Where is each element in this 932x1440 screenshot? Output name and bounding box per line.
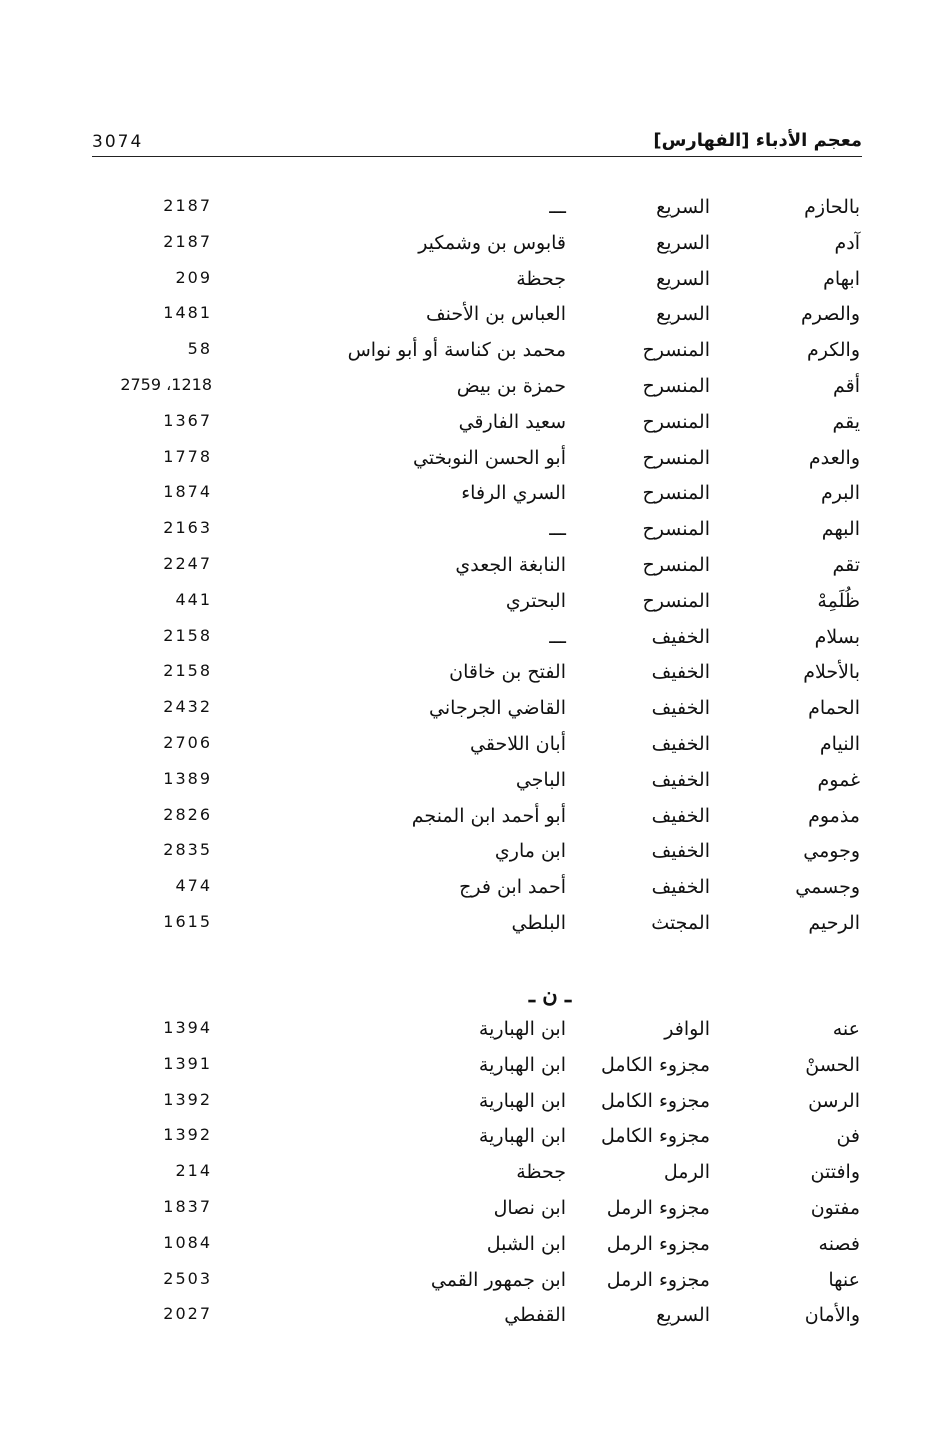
meter: المنسرح: [642, 446, 710, 469]
meter: الخفيف: [651, 661, 710, 684]
page-ref: 1778: [163, 446, 212, 466]
poet-name: ـــ: [549, 196, 566, 218]
table-row: [0, 1233, 932, 1267]
poet-name: القفطي: [504, 1304, 566, 1327]
table-row: [0, 482, 932, 516]
page-ref: 2158: [163, 661, 212, 681]
poet-name: جحظة: [516, 1161, 566, 1184]
rhyme-word: بسلام: [814, 625, 860, 648]
header-rule: [92, 156, 862, 157]
table-row: [0, 303, 932, 337]
table-row: [0, 232, 932, 266]
rhyme-word: وافتتن: [810, 1161, 860, 1184]
table-row: [0, 661, 932, 695]
table-row: [0, 697, 932, 731]
meter: السريع: [656, 303, 710, 326]
meter: الخفيف: [651, 697, 710, 720]
rhyme-word: الرسن: [808, 1089, 860, 1112]
meter: السريع: [656, 267, 710, 290]
table-row: [0, 733, 932, 767]
meter: الخفيف: [651, 733, 710, 755]
meter: المنسرح: [642, 410, 710, 433]
table-row: [0, 1269, 932, 1303]
rhyme-word: فصنه: [818, 1232, 860, 1255]
page-ref: 1874: [163, 482, 212, 502]
poet-name: الباجي: [515, 768, 566, 791]
page-header: [92, 128, 862, 156]
page-ref: 1389: [163, 768, 212, 788]
rhyme-word: وجومي: [803, 840, 860, 863]
table-row: [0, 1018, 932, 1052]
page-ref: 1394: [163, 1018, 212, 1037]
table-row: [0, 411, 932, 445]
table-row: [0, 196, 932, 230]
poet-name: السري الرفاء: [461, 482, 566, 505]
poet-name: الفتح بن خاقان: [449, 661, 566, 684]
meter: المنسرح: [642, 554, 710, 576]
meter: الخفيف: [651, 804, 710, 827]
section-letter: ـ ن ـ: [528, 982, 572, 1007]
rhyme-word: فن: [836, 1125, 860, 1148]
poet-name: أبان اللاحقي: [470, 733, 566, 755]
page-ref: 2503: [163, 1268, 212, 1288]
poet-name: ابن الهبارية: [478, 1125, 566, 1148]
poet-name: ابن جمهور القمي: [430, 1268, 566, 1291]
rhyme-word: عنه: [832, 1018, 860, 1040]
meter: المنسرح: [642, 518, 710, 541]
meter: الوافر: [664, 1018, 710, 1040]
table-row: [0, 1054, 932, 1088]
meter: المنسرح: [642, 375, 710, 397]
rhyme-word: والعدم: [808, 446, 860, 469]
rhyme-word: عنها: [828, 1268, 860, 1291]
rhyme-word: ظُلَمِهْ: [817, 589, 860, 612]
table-row: [0, 626, 932, 660]
rhyme-word: والصرم: [801, 303, 860, 326]
rhyme-word: تقم: [832, 554, 860, 576]
table-row: [0, 339, 932, 373]
rhyme-word: والأمان: [804, 1304, 860, 1327]
table-row: [0, 840, 932, 874]
page-ref: 1615: [163, 912, 212, 931]
page-ref: 1084: [163, 1232, 212, 1252]
meter: السريع: [656, 196, 710, 218]
rhyme-word: أقم: [832, 375, 860, 397]
meter: المنسرح: [642, 482, 710, 505]
page-ref: 1392: [163, 1125, 212, 1145]
page-ref: 1837: [163, 1197, 212, 1216]
poet-name: جحظة: [516, 267, 566, 290]
page-ref: 474: [175, 876, 212, 896]
page-ref: 441: [175, 589, 212, 609]
table-row: [0, 1197, 932, 1231]
rhyme-word: ابهام: [823, 267, 860, 290]
page-ref: 214: [175, 1161, 212, 1181]
poet-name: البحتري: [505, 589, 566, 612]
meter: السريع: [656, 231, 710, 254]
page-ref: 1367: [163, 410, 212, 430]
page-ref: 2759 ،1218: [120, 375, 212, 394]
table-row: [0, 447, 932, 481]
table-row: [0, 375, 932, 409]
table-row: [0, 590, 932, 624]
rhyme-word: وجسمي: [795, 876, 860, 899]
rhyme-word: آدم: [834, 231, 860, 254]
meter: المجتث: [651, 912, 710, 934]
poet-name: ابن الهبارية: [478, 1089, 566, 1112]
meter: الخفيف: [651, 625, 710, 648]
poet-name: ـــ: [549, 625, 566, 648]
page-ref: 58: [187, 339, 212, 359]
rhyme-word: النيام: [819, 733, 860, 755]
page-ref: 2163: [163, 518, 212, 538]
meter: الخفيف: [651, 840, 710, 863]
page-number: 3074: [92, 132, 144, 152]
rhyme-word: يقم: [832, 410, 860, 433]
poet-name: البلطي: [511, 912, 566, 934]
poet-name: القاضي الجرجاني: [429, 697, 566, 720]
page-ref: 2187: [163, 231, 212, 251]
page-ref: 2826: [163, 804, 212, 824]
table-row: [0, 1161, 932, 1195]
table-row: [0, 1304, 932, 1338]
rhyme-word: مذموم: [808, 804, 860, 827]
page-ref: 1391: [163, 1053, 212, 1073]
table-row: [0, 769, 932, 803]
rhyme-word: الرحيم: [808, 912, 860, 934]
meter: المنسرح: [642, 339, 710, 362]
meter: مجزوء الكامل: [601, 1125, 710, 1148]
poet-name: ابن الشبل: [486, 1232, 566, 1255]
page-ref: 2835: [163, 840, 212, 860]
poet-name: ابن الهبارية: [478, 1053, 566, 1076]
meter: مجزوء الرمل: [606, 1232, 710, 1255]
meter: الرمل: [663, 1161, 710, 1184]
page-ref: 209: [175, 267, 212, 287]
poet-name: أبو أحمد ابن المنجم: [411, 804, 566, 827]
meter: مجزوء الرمل: [606, 1268, 710, 1291]
poet-name: ابن نصال: [493, 1197, 566, 1219]
page-ref: 2247: [163, 554, 212, 573]
page-ref: 2706: [163, 733, 212, 752]
rhyme-word: البرم: [820, 482, 860, 505]
page-ref: 1481: [163, 303, 212, 323]
page-ref: 2027: [163, 1304, 212, 1324]
poet-name: سعيد الفارقي: [458, 410, 566, 433]
meter: مجزوء الكامل: [601, 1053, 710, 1076]
rhyme-word: والكرم: [807, 339, 860, 362]
meter: المنسرح: [642, 589, 710, 612]
page-ref: 2158: [163, 625, 212, 645]
poet-name: قابوس بن وشمكير: [418, 231, 566, 254]
poet-name: حمزة بن بيض: [456, 375, 566, 397]
meter: مجزوء الكامل: [601, 1089, 710, 1112]
page-ref: 2432: [163, 697, 212, 717]
page-ref: 1392: [163, 1089, 212, 1109]
table-row: [0, 876, 932, 910]
table-row: [0, 805, 932, 839]
meter: الخفيف: [651, 768, 710, 791]
rhyme-word: غموم: [817, 768, 860, 791]
rhyme-word: البهم: [821, 518, 860, 541]
poet-name: أحمد ابن فرج: [459, 876, 566, 899]
meter: السريع: [656, 1304, 710, 1327]
rhyme-word: الحسنْ: [805, 1053, 860, 1076]
poet-name: النابغة الجعدي: [455, 554, 566, 576]
table-row: [0, 268, 932, 302]
rhyme-word: الحمام: [808, 697, 860, 720]
poet-name: محمد بن كناسة أو أبو نواس: [347, 339, 566, 362]
rhyme-word: مفتون: [810, 1197, 860, 1219]
meter: مجزوء الرمل: [606, 1197, 710, 1219]
poet-name: ـــ: [549, 518, 566, 541]
table-row: [0, 554, 932, 588]
poet-name: ابن ماري: [494, 840, 566, 863]
table-row: [0, 1090, 932, 1124]
rhyme-word: بالحازم: [804, 196, 860, 218]
poet-name: أبو الحسن النوبختي: [413, 446, 566, 469]
book-title: معجم الأدباء [الفهارس]: [653, 130, 862, 151]
table-row: [0, 518, 932, 552]
poet-name: ابن الهبارية: [478, 1018, 566, 1040]
table-row: [0, 1125, 932, 1159]
page-ref: 2187: [163, 196, 212, 215]
poet-name: العباس بن الأحنف: [425, 303, 566, 326]
table-row: [0, 912, 932, 946]
meter: الخفيف: [651, 876, 710, 899]
rhyme-word: بالأحلام: [803, 661, 860, 684]
